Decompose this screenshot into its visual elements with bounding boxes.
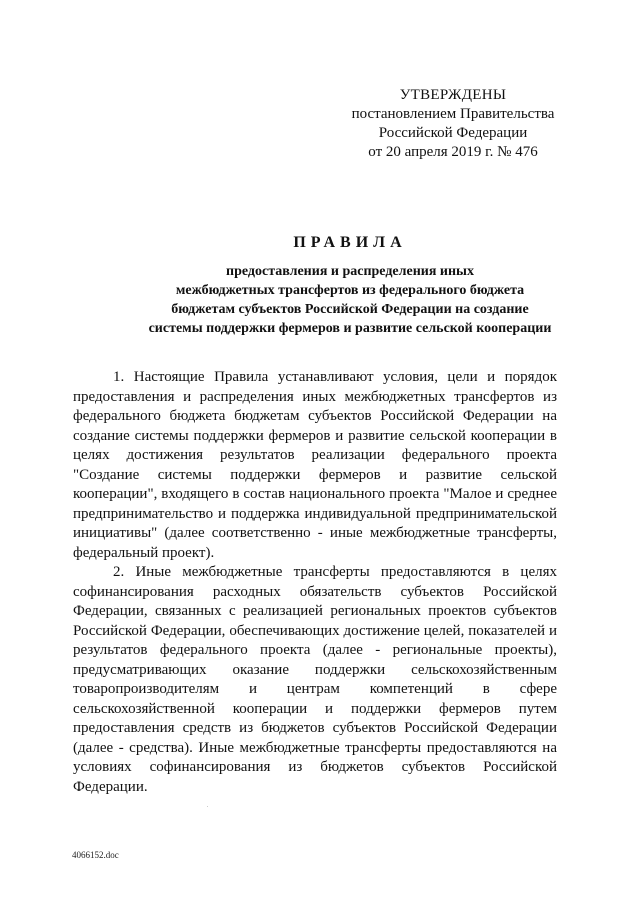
subtitle-line: системы поддержки фермеров и развитие сельской кооперации (148, 321, 552, 336)
approval-stamp (338, 86, 568, 162)
subtitle-line: предоставления и распределения иных (226, 264, 474, 279)
approval-government: Российской Федерации (378, 125, 528, 141)
document-subtitle (60, 262, 640, 338)
paragraph-1: 1. Настоящие Правила устанавливают условия, цели и порядок предоставления и распределения иных межбюджетных трансфертов из федерального бюджета бюджетам субъектов Российской Федерации на создание системы поддержки фермеров и развитие сельской кооперации в целях достижения результатов реализации федерального проекта "Создание системы поддержки фермеров и развитие сельской кооперации", входящего в состав национального проекта "Малое и среднее предпринимательство и поддержка индивидуальной предпринимательской инициативы" (далее соответственно - иные межбюджетные трансферты, федеральный проект). (73, 369, 557, 561)
title-block (60, 234, 640, 338)
subtitle-line: межбюджетных трансфертов из федерального бюджета (175, 283, 525, 298)
subtitle-line: бюджетам субъектов Российской Федерации на создание (171, 302, 529, 317)
approval-heading: УТВЕРЖДЕНЫ (399, 87, 507, 103)
approval-date-number: от 20 апреля 2019 г. № 476 (368, 144, 538, 160)
document-title: ПРАВИЛА (293, 234, 407, 251)
approval-resolution: постановлением Правительства (351, 106, 555, 122)
scan-speck (207, 806, 208, 807)
footer-doc-code: 4066152.doc (72, 850, 119, 860)
paragraph-2: 2. Иные межбюджетные трансферты предоставляются в целях софинансирования расходных обязательств субъектов Российской Федерации, связанных с реализацией региональных проектов субъектов Российской Федерации, обеспечивающих достижение целей, показателей и результатов федерального проекта (далее - региональные проекты), предусматривающих оказание поддержки сельскохозяйственным товаропроизводителям и центрам компетенций в сфере сельскохозяйственной кооперации и поддержки фермеров путем предоставления средств из бюджетов субъектов Российской Федерации (далее - средства). Иные межбюджетные трансферты предоставляются на условиях софинансирования из бюджетов субъектов Российской Федерации. (73, 564, 557, 795)
document-body (73, 368, 557, 797)
